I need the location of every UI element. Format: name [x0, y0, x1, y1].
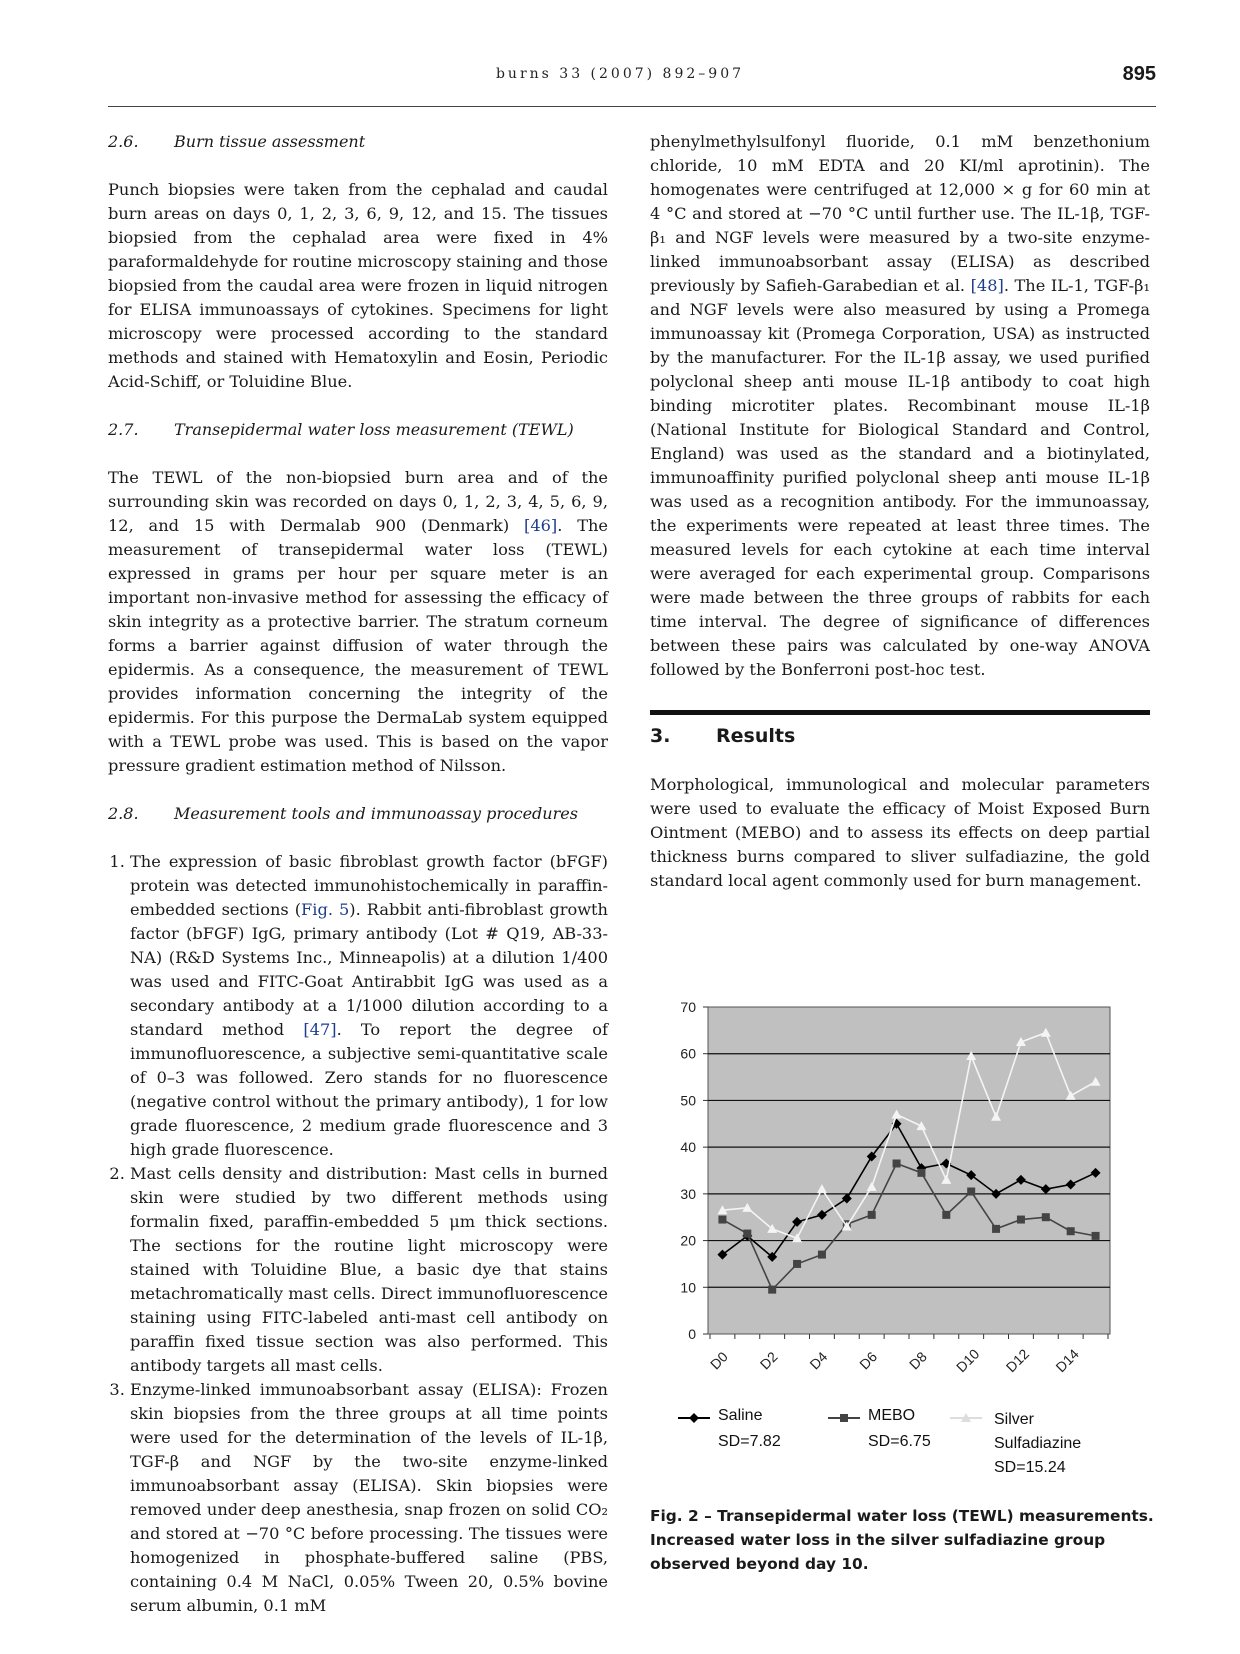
data-point — [893, 1159, 901, 1167]
text-run: The expression of basic fibroblast growth factor (bFGF) protein was detected immunohistochemically in paraffin-embedded sections ( — [130, 852, 608, 919]
header-rule — [108, 106, 1156, 107]
data-point — [1017, 1216, 1025, 1224]
x-tick-label: D10 — [952, 1345, 983, 1376]
section-rule — [650, 710, 1150, 715]
section-title: Results — [716, 725, 796, 747]
legend-sd: SD=15.24 — [994, 1459, 1066, 1476]
legend-sd: SD=6.75 — [868, 1433, 931, 1450]
paragraph — [108, 466, 608, 778]
section-number: 3. — [650, 725, 671, 747]
text-run: The TEWL of the non-biopsied burn area and of the surrounding skin was recorded on days 0, 1, 2, 3, 4, 5, 6, 9, 12, and 15 with Dermalab 900 (Denmark) — [108, 468, 608, 535]
legend-label: Silver — [994, 1411, 1035, 1428]
plot-area — [708, 1007, 1110, 1334]
section-2-8-heading — [108, 802, 608, 826]
citation-link[interactable]: [48] — [970, 276, 1004, 295]
data-point — [917, 1169, 925, 1177]
section-2-7-heading — [108, 418, 608, 442]
citation-link[interactable]: [46] — [524, 516, 558, 535]
legend-marker — [689, 1413, 699, 1423]
tewl-chart-svg — [650, 995, 1160, 1495]
x-tick-label: D4 — [806, 1348, 831, 1373]
data-point — [718, 1216, 726, 1224]
x-tick-label: D14 — [1052, 1345, 1082, 1376]
legend-label: MEBO — [868, 1407, 916, 1424]
x-tick-label: D8 — [905, 1348, 930, 1373]
y-tick-label: 0 — [688, 1326, 696, 1342]
text-run: . To report the degree of immunofluorescence, a subjective semi-quantitative scale of 0–3 was followed. Zero stands for no fluorescence (negative control without the primary antibody), 1 for low grade fluorescence, 2 medium grade fluorescence and 3 high grade fluorescence. — [130, 1020, 608, 1159]
text-run: . The measurement of transepidermal water loss (TEWL) expressed in grams per hour per square meter is an important non-invasive method for assessing the efficacy of skin integrity as a protective barrier. The stratum corneum forms a barrier against diffusion of water through the epidermis. As a consequence, the measurement of TEWL provides information concerning the integrity of the epidermis. For this purpose the DermaLab system equipped with a TEWL probe was used. This is based on the vapor pressure gradient estimation method of Nilsson. — [108, 516, 608, 775]
section-number: 2.7. — [108, 420, 139, 439]
list-item: 3. Enzyme-linked immunoabsorbant assay (ELISA): Frozen skin biopsies from the three groups at all time points were used for the determination of the levels of IL-1β, TGF-β and NGF by the two-site enzyme-linked immunoabsorbant assay (ELISA). Skin biopsies were removed under deep anesthesia, snap frozen on solid CO₂ and stored at −70 °C before processing. The tissues were homogenized in phosphate-buffered saline (PBS, containing 0.4 M NaCl, 0.05% Tween 20, 0.5% bovine serum albumin, 0.1 mM — [130, 1378, 608, 1618]
section-title: Burn tissue assessment — [174, 132, 366, 151]
x-tick-label: D2 — [756, 1348, 781, 1373]
legend-label: Sulfadiazine — [994, 1435, 1082, 1452]
y-tick-label: 40 — [680, 1139, 696, 1156]
procedure-list — [108, 850, 608, 1618]
section-title: Transepidermal water loss measurement (TEWL) — [174, 420, 574, 439]
x-tick-label: D0 — [706, 1348, 731, 1373]
list-item: 2. Mast cells density and distribution: Mast cells in burned skin were studied by two different methods using formalin fixed, paraffin-embedded 5 μm thick sections. The sections for the routine light microscopy were stained with Toluidine Blue, a basic dye that stains metachromatically mast cells. Direct immunofluorescence staining using FITC-labeled anti-mast cell antibody on paraffin fixed tissue section was also performed. This antibody targets all mast cells. — [130, 1162, 608, 1378]
list-item — [130, 850, 608, 1162]
right-column — [650, 130, 1150, 893]
data-point — [768, 1286, 776, 1294]
x-tick-label: D6 — [856, 1348, 881, 1373]
section-2-6-heading — [108, 130, 608, 154]
data-point — [793, 1260, 801, 1268]
legend-label: Saline — [718, 1407, 763, 1424]
x-tick-label: D12 — [1002, 1345, 1033, 1376]
legend-marker — [840, 1414, 848, 1422]
section-title: Measurement tools and immunoassay procedures — [174, 804, 578, 823]
data-point — [967, 1188, 975, 1196]
tewl-chart — [650, 995, 1160, 1495]
legend-sd: SD=7.82 — [718, 1433, 781, 1450]
y-tick-label: 30 — [680, 1185, 696, 1202]
data-point — [992, 1225, 1000, 1233]
y-tick-label: 70 — [680, 999, 696, 1015]
section-3-heading — [650, 723, 1150, 749]
y-tick-label: 60 — [680, 1045, 696, 1062]
data-point — [818, 1251, 826, 1259]
page-number: 895 — [1122, 63, 1156, 85]
running-head: burns 33 (2007) 892–907 — [495, 66, 745, 82]
text-run: phenylmethylsulfonyl fluoride, 0.1 mM benzethonium chloride, 10 mM EDTA and 20 KI/ml aprotinin). The homogenates were centrifuged at 12,000 × g for 60 min at 4 °C and stored at −70 °C until further use. The IL-1β, TGF-β₁ and NGF levels were measured by a two-site enzyme-linked immunoabsorbant assay (ELISA) as described previously by Safieh-Garabedian et al. — [650, 132, 1150, 295]
text-run: . The IL-1, TGF-β₁ and NGF levels were also measured by using a Promega immunoassay kit (Promega Corporation, USA) as instructed by the manufacturer. For the IL-1β assay, we used purified polyclonal sheep anti mouse IL-1β antibody to coat high binding microtiter plates. Recombinant mouse IL-1β (National Institute for Biological Standard and Control, England) was used as the standard and a biotinylated, immunoaffinity purified polyclonal sheep anti mouse IL-1β was used as a recognition antibody. For the immunoassay, the experiments were repeated at least three times. The measured levels for each cytokine at each time interval were averaged for each experimental group. Comparisons were made between the three groups of rabbits for each time interval. The degree of significance of differences between these pairs was calculated by one-way ANOVA followed by the Bonferroni post-hoc test. — [650, 276, 1150, 679]
y-tick-label: 10 — [680, 1279, 696, 1296]
data-point — [1042, 1213, 1050, 1221]
citation-link[interactable]: [47] — [303, 1020, 337, 1039]
figure-caption: Fig. 2 – Transepidermal water loss (TEWL) measurements. Increased water loss in the silver sulfadiazine group observed beyond day 10. — [650, 1507, 1154, 1573]
left-column — [108, 130, 608, 1618]
paragraph: Punch biopsies were taken from the cephalad and caudal burn areas on days 0, 1, 2, 3, 6, 9, 12, and 15. The tissues biopsied from the cephalad area were fixed in 4% paraformaldehyde for routine microscopy staining and those biopsied from the caudal area were frozen in liquid nitrogen for ELISA immunoassays of cytokines. Specimens for light microscopy were processed according to the standard methods and stained with Hematoxylin and Eosin, Periodic Acid-Schiff, or Toluidine Blue. — [108, 180, 608, 391]
paragraph: Morphological, immunological and molecular parameters were used to evaluate the efficacy of Moist Exposed Burn Ointment (MEBO) and to assess its effects on deep partial thickness burns compared to sliver sulfadiazine, the gold standard local agent commonly used for burn management. — [650, 775, 1150, 890]
data-point — [743, 1230, 751, 1238]
y-tick-label: 50 — [680, 1092, 696, 1109]
data-point — [1092, 1232, 1100, 1240]
text-run: ). Rabbit anti-fibroblast growth factor (bFGF) IgG, primary antibody (Lot # Q19, AB-33-NA) (R&D Systems Inc., Minneapolis) at a dilution 1/400 was used and FITC-Goat Antirabbit IgG was used as a secondary antibody at a 1/1000 dilution according to a standard method — [130, 900, 608, 1039]
data-point — [868, 1211, 876, 1219]
y-tick-label: 20 — [680, 1232, 696, 1249]
figure-link[interactable]: Fig. 5 — [301, 900, 350, 919]
data-point — [1067, 1227, 1075, 1235]
data-point — [942, 1211, 950, 1219]
section-number: 2.6. — [108, 132, 139, 151]
section-number: 2.8. — [108, 804, 139, 823]
paragraph — [650, 130, 1150, 682]
